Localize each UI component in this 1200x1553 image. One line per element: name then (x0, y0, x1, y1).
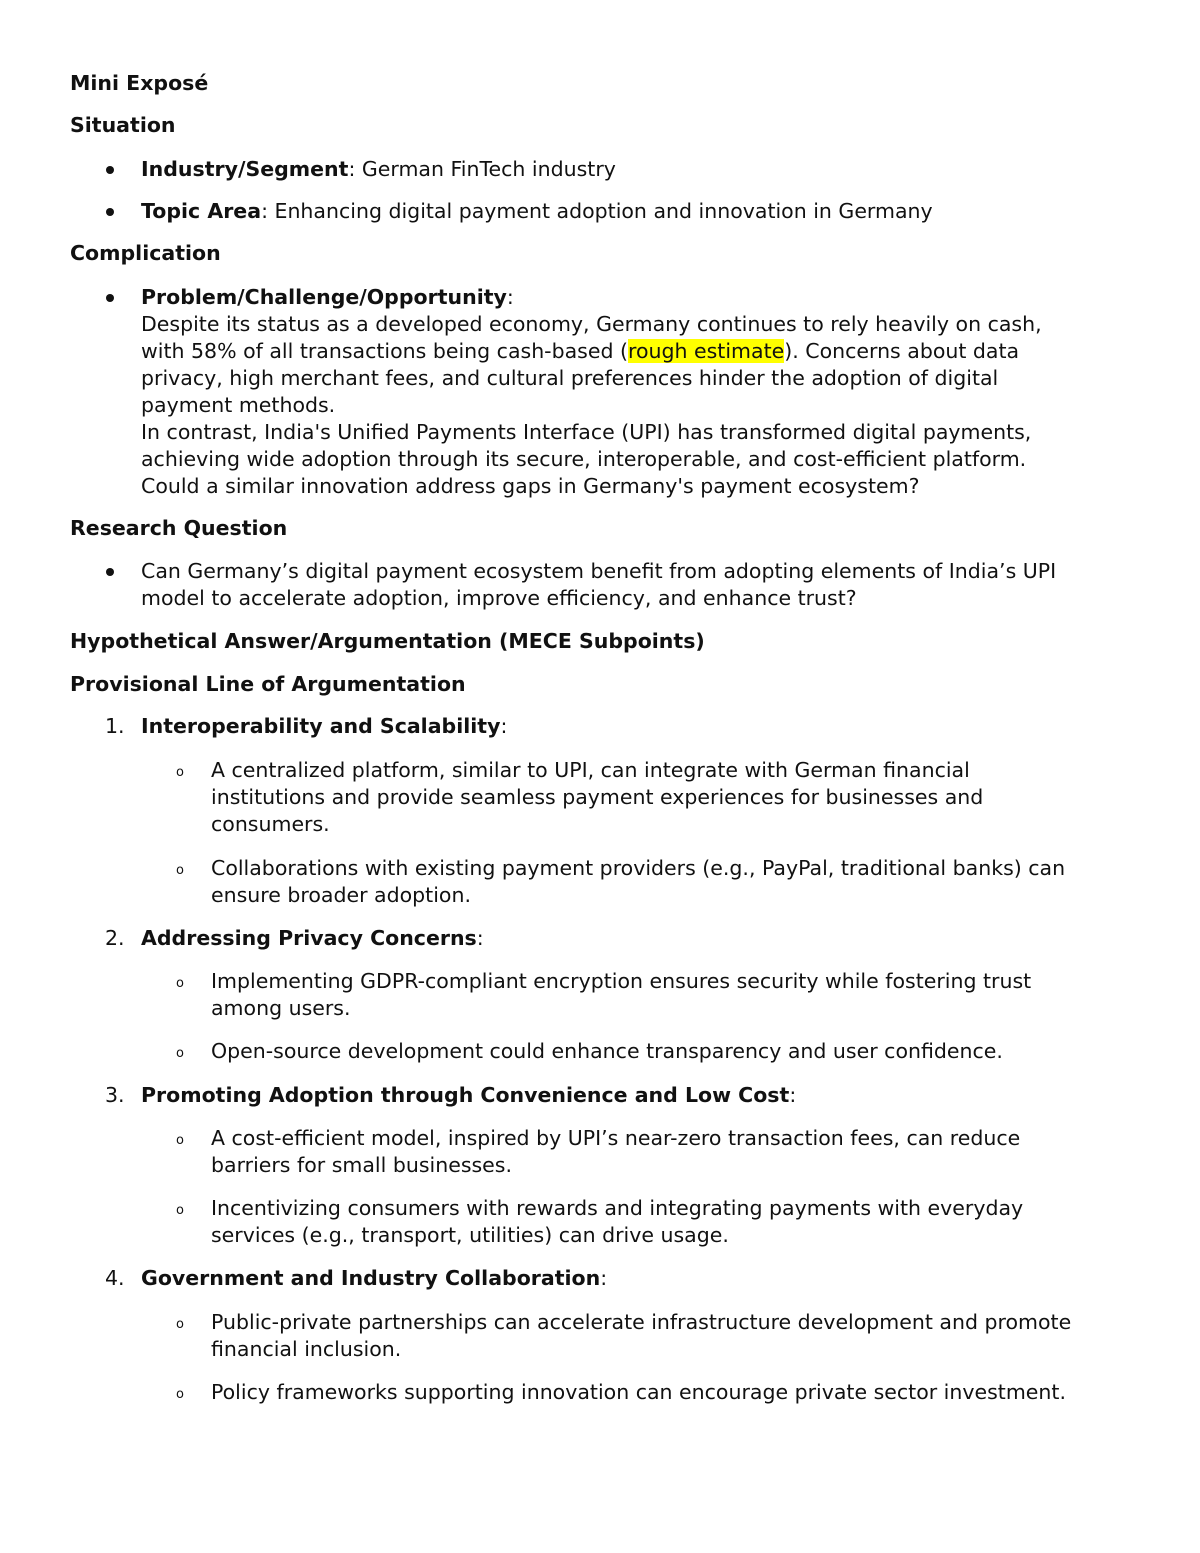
complication-line: In contrast, India's Unified Payments Interface (UPI) has transformed digital payments, (141, 420, 1032, 444)
item-label: Problem/Challenge/Opportunity (141, 285, 507, 309)
complication-heading: Complication (70, 241, 221, 265)
sub-point-line: financial inclusion. (211, 1337, 402, 1361)
bullet-icon (106, 568, 114, 576)
argumentation-heading: Provisional Line of Argumentation (70, 672, 466, 696)
sub-bullet-icon: o (176, 863, 184, 878)
bullet-icon (106, 208, 114, 216)
point-heading (141, 713, 507, 740)
sub-point-line: Collaborations with existing payment providers (e.g., PayPal, traditional banks) can (211, 856, 1066, 880)
point-heading (141, 1265, 607, 1292)
sub-point-line: Public-private partnerships can accelerate infrastructure development and promote (211, 1310, 1072, 1334)
item-label: Topic Area (141, 199, 262, 223)
complication-line: Could a similar innovation address gaps in Germany's payment ecosystem? (141, 474, 920, 498)
complication-line: Despite its status as a developed economy, Germany continues to rely heavily on cash, (141, 312, 1042, 336)
point-heading (141, 1082, 796, 1109)
situation-item-industry (141, 156, 616, 183)
highlighted-text: rough estimate (627, 339, 785, 363)
item-text: : Enhancing digital payment adoption and innovation in Germany (261, 199, 933, 223)
point-heading (141, 925, 484, 952)
sub-point-line: institutions and provide seamless payment experiences for businesses and (211, 785, 984, 809)
point-colon: : (600, 1266, 608, 1290)
sub-bullet-icon: o (176, 1387, 184, 1402)
complication-line: privacy, high merchant fees, and cultural preferences hinder the adoption of digital (141, 366, 999, 390)
sub-point-line: consumers. (211, 812, 330, 836)
sub-point-line: A cost-efficient model, inspired by UPI’s near-zero transaction fees, can reduce (211, 1126, 1021, 1150)
research-heading: Research Question (70, 516, 288, 540)
list-number: 2. (105, 926, 125, 950)
bullet-icon (106, 166, 114, 174)
sub-point-line: among users. (211, 996, 351, 1020)
sub-bullet-icon: o (176, 1203, 184, 1218)
sub-point-line: A centralized platform, similar to UPI, can integrate with German financial (211, 758, 970, 782)
sub-bullet-icon: o (176, 1046, 184, 1061)
point-colon: : (476, 926, 484, 950)
text-span: ). Concerns about data (784, 339, 1020, 363)
sub-point-line: services (e.g., transport, utilities) can drive usage. (211, 1223, 729, 1247)
point-label: Addressing Privacy Concerns (141, 926, 477, 950)
situation-heading: Situation (70, 113, 176, 137)
research-line: Can Germany’s digital payment ecosystem benefit from adopting elements of India’s UPI (141, 559, 1057, 583)
complication-line (141, 338, 1019, 365)
sub-bullet-icon: o (176, 1133, 184, 1148)
item-colon: : (506, 285, 514, 309)
sub-point-line: Policy frameworks supporting innovation can encourage private sector investment. (211, 1380, 1066, 1404)
sub-bullet-icon: o (176, 976, 184, 991)
sub-point-line: barriers for small businesses. (211, 1153, 512, 1177)
hypothesis-heading: Hypothetical Answer/Argumentation (MECE Subpoints) (70, 629, 705, 653)
sub-point-line: Incentivizing consumers with rewards and integrating payments with everyday (211, 1196, 1024, 1220)
sub-point-line: Implementing GDPR-compliant encryption ensures security while fostering trust (211, 969, 1032, 993)
complication-label-line (141, 284, 514, 311)
point-colon: : (789, 1083, 797, 1107)
complication-line: payment methods. (141, 393, 336, 417)
situation-item-topic (141, 198, 933, 225)
bullet-icon (106, 294, 114, 302)
point-label: Government and Industry Collaboration (141, 1266, 601, 1290)
list-number: 1. (105, 714, 125, 738)
sub-bullet-icon: o (176, 1317, 184, 1332)
document-title: Mini Exposé (70, 71, 209, 95)
sub-point-line: Open-source development could enhance transparency and user confidence. (211, 1039, 1003, 1063)
point-colon: : (500, 714, 508, 738)
sub-bullet-icon: o (176, 765, 184, 780)
text-span: with 58% of all transactions being cash-based ( (141, 339, 628, 363)
point-label: Interoperability and Scalability (141, 714, 501, 738)
item-text: : German FinTech industry (348, 157, 616, 181)
list-number: 4. (105, 1266, 125, 1290)
research-line: model to accelerate adoption, improve efficiency, and enhance trust? (141, 586, 857, 610)
item-label: Industry/Segment (141, 157, 349, 181)
list-number: 3. (105, 1083, 125, 1107)
sub-point-line: ensure broader adoption. (211, 883, 471, 907)
complication-line: achieving wide adoption through its secure, interoperable, and cost-efficient platform. (141, 447, 1027, 471)
point-label: Promoting Adoption through Convenience and Low Cost (141, 1083, 790, 1107)
